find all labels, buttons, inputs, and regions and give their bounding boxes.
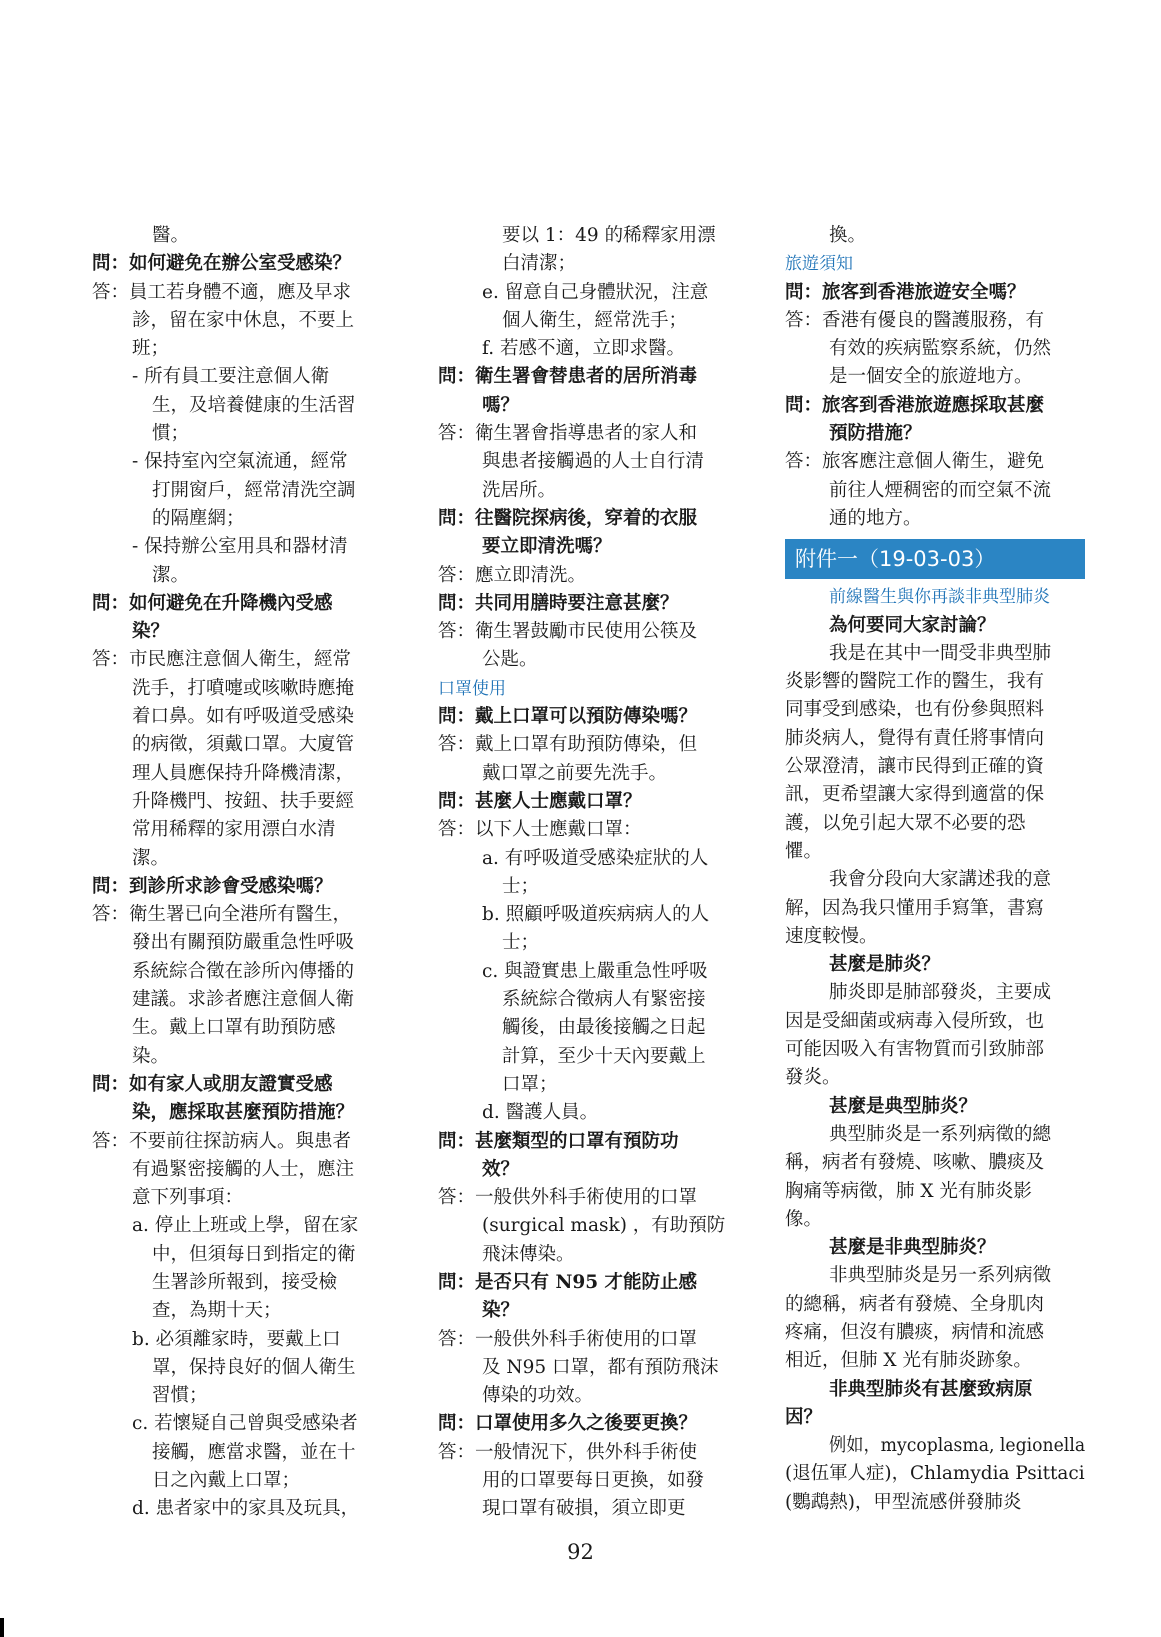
list-item: e. 留意自己身體狀況，注意 xyxy=(482,281,709,303)
text-line: 可能因吸入有害物質而引致肺部 xyxy=(785,1039,1045,1061)
question-line: 問：甚麼類型的口罩有預防功 xyxy=(438,1130,679,1152)
section-heading: 旅遊須知 xyxy=(785,254,853,275)
question-line: 問：是否只有 N95 才能防止感 xyxy=(438,1271,698,1293)
text-line: 着口鼻。如有呼吸道受感染 xyxy=(132,706,355,728)
text-line: (surgical mask) ，有助預防 xyxy=(482,1215,726,1237)
text-line: 同事受到感染，也有份參與照料 xyxy=(785,699,1045,721)
answer-line: 答：一般供外科手術使用的口罩 xyxy=(438,1187,698,1209)
text-line: 胸痛等病徵，肺 X 光有肺炎影 xyxy=(785,1180,1032,1202)
text-line: 班； xyxy=(132,338,170,360)
text-line: 的病徵，須戴口罩。大廈管 xyxy=(132,734,355,756)
text-line: 稱，病者有發燒、咳嗽、膿痰及 xyxy=(785,1152,1045,1174)
text-line: (退伍軍人症)，Chlamydia Psittaci xyxy=(785,1463,1085,1485)
list-item: d. 醫護人員。 xyxy=(482,1102,599,1124)
text-line: 中，但須每日到指定的衛 xyxy=(152,1243,356,1265)
text-line: 通的地方。 xyxy=(829,507,922,529)
list-item: c. 若懷疑自己曾與受感染者 xyxy=(132,1413,358,1435)
list-item: - 保持室內空氣流通，經常 xyxy=(132,451,348,473)
text-line: 用的口罩要每日更換，如發 xyxy=(482,1470,705,1492)
text-line: 日之內戴上口罩； xyxy=(152,1470,301,1492)
question-line: 問：如有家人或朋友證實受感 xyxy=(92,1073,333,1095)
text-line: 理人員應保持升降機清潔， xyxy=(132,762,355,784)
scan-edge-mark xyxy=(0,1618,4,1637)
question-line: 問：共同用膳時要注意甚麼？ xyxy=(438,592,679,614)
text-line: 前往人煙稠密的而空氣不流 xyxy=(829,479,1052,501)
text-line: 飛沫傳染。 xyxy=(482,1243,575,1265)
text-line: 現口罩有破損，須立即更 xyxy=(482,1498,686,1520)
text-line: 護，以免引起大眾不必要的恐 xyxy=(785,812,1026,834)
text-line: 生。戴上口罩有助預防感 xyxy=(132,1017,336,1039)
text-line: 打開窗戶，經常清洗空調 xyxy=(152,479,356,501)
text-line: 解，因為我只懂用手寫筆，書寫 xyxy=(785,897,1045,919)
text-line: 公匙。 xyxy=(482,649,538,671)
text-line: 查，為期十天； xyxy=(152,1300,282,1322)
text-line: 士； xyxy=(502,932,540,954)
answer-line: 答：市民應注意個人衛生，經常 xyxy=(92,649,352,671)
answer-line: 答：戴上口罩有助預防傳染，但 xyxy=(438,734,698,756)
text-line: 升降機門、按鈕、扶手要經 xyxy=(132,790,355,812)
text-line: 醫。 xyxy=(152,225,190,246)
column-middle xyxy=(438,222,740,1524)
answer-line: 答：衛生署會指導患者的家人和 xyxy=(438,423,698,445)
question-line: 問：旅客到香港旅遊應採取甚麼 xyxy=(785,394,1045,416)
text-line: 有過緊密接觸的人士，應注 xyxy=(132,1158,355,1180)
text-line: 診，留在家中休息，不要上 xyxy=(132,309,355,331)
text-line: 相近，但肺 X 光有肺炎跡象。 xyxy=(785,1350,1032,1372)
text-line: 慣； xyxy=(152,423,190,445)
list-item: a. 停止上班或上學，留在家 xyxy=(132,1215,359,1237)
column-left xyxy=(92,222,392,1524)
column-right xyxy=(785,222,1085,1517)
page-number: 92 xyxy=(567,1540,594,1564)
answer-line: 答：旅客應注意個人衛生，避免 xyxy=(785,451,1045,473)
article-title: 前線醫生與你再談非典型肺炎 xyxy=(829,587,1050,608)
text-line: 染。 xyxy=(132,1045,170,1067)
text-line: 訊，更希望讓大家得到適當的保 xyxy=(785,784,1045,806)
question-line: 問：到診所求診會受感染嗎？ xyxy=(92,875,333,897)
subheading: 因？ xyxy=(785,1406,823,1428)
text-line: 例如，mycoplasma, legionella xyxy=(829,1435,1086,1457)
answer-line: 答：一般情況下，供外科手術使 xyxy=(438,1441,698,1463)
text-line: 傳染的功效。 xyxy=(482,1385,594,1407)
text-line: 換。 xyxy=(829,225,867,246)
text-line: 系統綜合徵病人有緊密接 xyxy=(502,989,706,1011)
answer-line: 答：應立即清洗。 xyxy=(438,564,587,586)
answer-line: 答：香港有優良的醫護服務，有 xyxy=(785,309,1045,331)
text-line: 系統綜合徵在診所內傳播的 xyxy=(132,960,355,982)
text-line: 建議。求診者應注意個人衛 xyxy=(132,989,355,1011)
text-line: 計算，至少十天內要戴上 xyxy=(502,1045,706,1067)
appendix-banner: 附件一（19-03-03） xyxy=(785,539,1085,579)
question-line: 預防措施？ xyxy=(829,423,922,445)
question-line: 問：甚麼人士應戴口罩？ xyxy=(438,790,642,812)
text-line: 速度較慢。 xyxy=(785,925,878,947)
answer-line: 答：一般供外科手術使用的口罩 xyxy=(438,1328,698,1350)
question-line: 問：旅客到香港旅遊安全嗎？ xyxy=(785,281,1026,303)
text-line: 意下列事項： xyxy=(132,1187,244,1209)
subheading: 為何要同大家討論？ xyxy=(829,614,996,636)
question-line: 問：衛生署會替患者的居所消毒 xyxy=(438,366,698,388)
text-line: 觸後，由最後接觸之日起 xyxy=(502,1017,706,1039)
text-line: 典型肺炎是一系列病徵的總 xyxy=(829,1123,1052,1145)
answer-line: 答：衛生署已向全港所有醫生， xyxy=(92,904,352,926)
text-line: (鸚鵡熱)，甲型流感併發肺炎 xyxy=(785,1491,1022,1513)
text-line: 洗手，打噴嚏或咳嗽時應掩 xyxy=(132,677,355,699)
list-item: - 所有員工要注意個人衛 xyxy=(132,366,330,388)
subheading: 甚麼是非典型肺炎？ xyxy=(829,1237,996,1259)
text-line: 潔。 xyxy=(152,564,190,586)
question-line: 嗎？ xyxy=(482,394,520,416)
question-line: 問：如何避免在辦公室受感染？ xyxy=(92,253,352,275)
section-heading: 口罩使用 xyxy=(438,678,506,699)
text-line: 我會分段向大家講述我的意 xyxy=(829,869,1052,891)
list-item: a. 有呼吸道受感染症狀的人 xyxy=(482,847,709,869)
text-line: 疼痛，但沒有膿痰，病情和流感 xyxy=(785,1321,1045,1343)
question-line: 染？ xyxy=(132,621,170,643)
text-line: 的總稱，病者有發燒、全身肌肉 xyxy=(785,1293,1045,1315)
question-line: 問：戴上口罩可以預防傳染嗎？ xyxy=(438,706,698,728)
text-line: 肺炎病人，覺得有責任將事情向 xyxy=(785,727,1045,749)
text-line: 罩，保持良好的個人衛生 xyxy=(152,1356,356,1378)
subheading: 甚麼是肺炎？ xyxy=(829,954,941,976)
text-line: 非典型肺炎是另一系列病徵 xyxy=(829,1265,1052,1287)
answer-line: 答：衛生署鼓勵市民使用公筷及 xyxy=(438,621,698,643)
question-line: 問：往醫院探病後，穿着的衣服 xyxy=(438,507,698,529)
text-line: 是一個安全的旅遊地方。 xyxy=(829,366,1033,388)
text-line: 炎影響的醫院工作的醫生，我有 xyxy=(785,671,1045,693)
text-line: 因是受細菌或病毒入侵所致，也 xyxy=(785,1010,1045,1032)
text-line: 及 N95 口罩，都有預防飛沫 xyxy=(482,1356,719,1378)
list-item: f. 若感不適，立即求醫。 xyxy=(482,338,685,360)
text-line: 洗居所。 xyxy=(482,479,557,501)
subheading: 甚麼是典型肺炎？ xyxy=(829,1095,978,1117)
text-line: 白清潔； xyxy=(502,253,577,275)
subheading: 非典型肺炎有甚麼致病原 xyxy=(829,1378,1033,1400)
text-line: 發出有關預防嚴重急性呼吸 xyxy=(132,932,355,954)
text-line: 像。 xyxy=(785,1208,823,1230)
list-item: b. 必須離家時，要戴上口 xyxy=(132,1328,341,1350)
answer-line: 答：以下人士應戴口罩： xyxy=(438,819,642,841)
text-line: 生，及培養健康的生活習 xyxy=(152,394,356,416)
question-line: 效？ xyxy=(482,1158,520,1180)
text-line: 生署診所報到，接受檢 xyxy=(152,1271,338,1293)
question-line: 要立即清洗嗎？ xyxy=(482,536,612,558)
text-line: 潔。 xyxy=(132,847,170,869)
text-line: 口罩； xyxy=(502,1073,558,1095)
text-line: 習慣； xyxy=(152,1385,208,1407)
list-item: d. 患者家中的家具及玩具， xyxy=(132,1498,360,1520)
text-line: 常用稀釋的家用漂白水清 xyxy=(132,819,336,841)
answer-line: 答：不要前往探訪病人。與患者 xyxy=(92,1130,352,1152)
text-line: 肺炎即是肺部發炎，主要成 xyxy=(829,982,1052,1004)
text-line: 士； xyxy=(502,875,540,897)
list-item: c. 與證實患上嚴重急性呼吸 xyxy=(482,960,708,982)
list-item: b. 照顧呼吸道疾病病人的人 xyxy=(482,904,710,926)
text-line: 有效的疾病監察系統，仍然 xyxy=(829,338,1052,360)
question-line: 問：口罩使用多久之後要更換？ xyxy=(438,1413,698,1435)
text-line: 的隔塵網； xyxy=(152,507,245,529)
list-item: - 保持辦公室用具和器材清 xyxy=(132,536,348,558)
text-line: 個人衛生，經常洗手； xyxy=(502,309,688,331)
text-line: 接觸，應當求醫，並在十 xyxy=(152,1441,356,1463)
text-line: 與患者接觸過的人士自行清 xyxy=(482,451,705,473)
question-line: 染？ xyxy=(482,1300,520,1322)
text-line: 要以 1：49 的稀釋家用漂 xyxy=(502,225,716,246)
text-line: 發炎。 xyxy=(785,1067,841,1089)
text-line: 我是在其中一間受非典型肺 xyxy=(829,642,1052,664)
text-line: 戴口罩之前要先洗手。 xyxy=(482,762,668,784)
text-line: 懼。 xyxy=(785,840,823,862)
text-line: 公眾澄清，讓市民得到正確的資 xyxy=(785,756,1045,778)
question-line: 問：如何避免在升降機內受感 xyxy=(92,592,333,614)
answer-line: 答：員工若身體不適，應及早求 xyxy=(92,281,352,303)
question-line: 染，應採取甚麼預防措施？ xyxy=(132,1102,355,1124)
